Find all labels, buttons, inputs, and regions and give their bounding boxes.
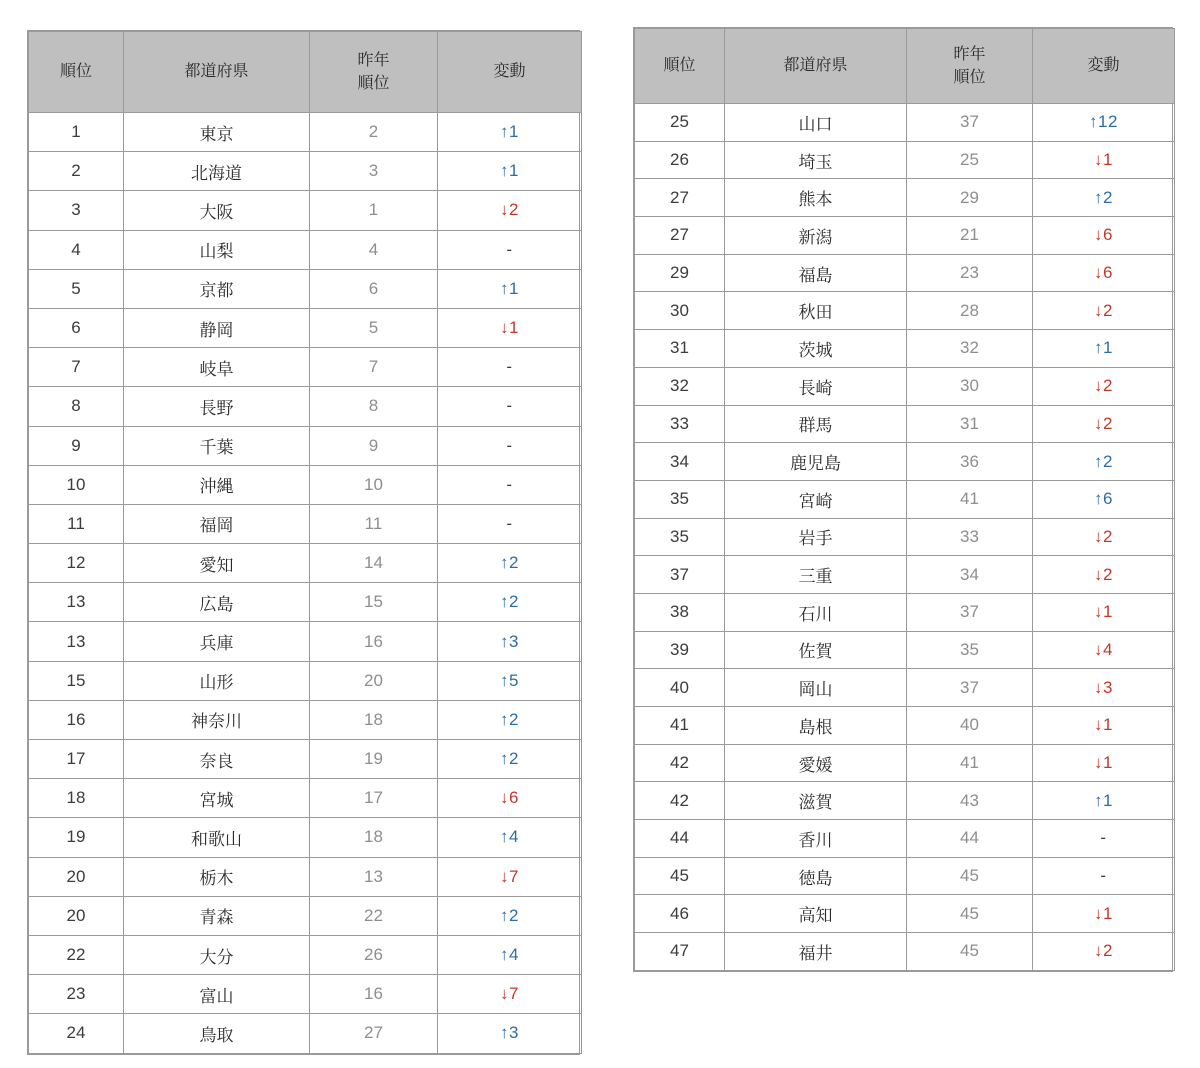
cell-prefecture: 北海道 bbox=[124, 152, 310, 191]
table-row bbox=[635, 443, 1175, 481]
cell-prefecture: 大分 bbox=[124, 935, 310, 974]
cell-change: - bbox=[438, 230, 582, 269]
cell-change: ↓6 bbox=[1033, 254, 1175, 292]
column-header-prefecture: 都道府県 bbox=[124, 32, 310, 113]
cell-rank: 46 bbox=[635, 895, 725, 933]
cell-last-year-rank: 33 bbox=[907, 518, 1033, 556]
cell-change: - bbox=[438, 426, 582, 465]
table-row bbox=[29, 387, 582, 426]
cell-last-year-rank: 10 bbox=[310, 465, 438, 504]
cell-last-year-rank: 21 bbox=[907, 217, 1033, 255]
cell-change: - bbox=[1033, 857, 1175, 895]
cell-change: - bbox=[438, 387, 582, 426]
table-row bbox=[635, 857, 1175, 895]
cell-change: ↑1 bbox=[438, 152, 582, 191]
cell-change: ↓1 bbox=[1033, 141, 1175, 179]
cell-last-year-rank: 45 bbox=[907, 857, 1033, 895]
cell-last-year-rank: 3 bbox=[310, 152, 438, 191]
cell-last-year-rank: 18 bbox=[310, 700, 438, 739]
cell-rank: 27 bbox=[635, 179, 725, 217]
column-header-last-year-rank bbox=[907, 29, 1033, 104]
cell-rank: 20 bbox=[29, 857, 124, 896]
cell-last-year-rank: 13 bbox=[310, 857, 438, 896]
cell-last-year-rank: 43 bbox=[907, 782, 1033, 820]
cell-prefecture: 岡山 bbox=[725, 669, 907, 707]
table-row bbox=[29, 700, 582, 739]
cell-prefecture: 富山 bbox=[124, 975, 310, 1014]
cell-last-year-rank: 23 bbox=[907, 254, 1033, 292]
column-header-rank: 順位 bbox=[635, 29, 725, 104]
column-header-change: 変動 bbox=[1033, 29, 1175, 104]
cell-rank: 23 bbox=[29, 975, 124, 1014]
cell-last-year-rank: 28 bbox=[907, 292, 1033, 330]
header-last-year-line1: 昨年 bbox=[953, 45, 986, 63]
cell-change: ↓2 bbox=[1033, 933, 1175, 971]
cell-change: ↑2 bbox=[438, 544, 582, 583]
cell-change: ↓3 bbox=[1033, 669, 1175, 707]
table-row bbox=[29, 1014, 582, 1053]
cell-rank: 29 bbox=[635, 254, 725, 292]
cell-prefecture: 佐賀 bbox=[725, 631, 907, 669]
cell-change: ↓2 bbox=[1033, 292, 1175, 330]
cell-rank: 20 bbox=[29, 896, 124, 935]
cell-last-year-rank: 4 bbox=[310, 230, 438, 269]
cell-rank: 19 bbox=[29, 818, 124, 857]
cell-prefecture: 青森 bbox=[124, 896, 310, 935]
cell-last-year-rank: 31 bbox=[907, 405, 1033, 443]
cell-prefecture: 山梨 bbox=[124, 230, 310, 269]
cell-prefecture: 宮城 bbox=[124, 779, 310, 818]
cell-change: ↓1 bbox=[1033, 744, 1175, 782]
cell-prefecture: 兵庫 bbox=[124, 622, 310, 661]
cell-rank: 26 bbox=[635, 141, 725, 179]
cell-rank: 2 bbox=[29, 152, 124, 191]
table-row bbox=[635, 669, 1175, 707]
header-last-year-line2: 順位 bbox=[953, 69, 986, 86]
table-row bbox=[29, 935, 582, 974]
column-header-last-year-rank bbox=[310, 32, 438, 113]
cell-prefecture: 大阪 bbox=[124, 191, 310, 230]
cell-change: ↑2 bbox=[438, 583, 582, 622]
cell-last-year-rank: 25 bbox=[907, 141, 1033, 179]
column-header-prefecture: 都道府県 bbox=[725, 29, 907, 104]
cell-prefecture: 鳥取 bbox=[124, 1014, 310, 1053]
cell-prefecture: 岩手 bbox=[725, 518, 907, 556]
rank-table bbox=[28, 31, 582, 1054]
cell-last-year-rank: 34 bbox=[907, 556, 1033, 594]
cell-prefecture: 鹿児島 bbox=[725, 443, 907, 481]
cell-change: ↑6 bbox=[1033, 480, 1175, 518]
table-row bbox=[635, 292, 1175, 330]
cell-prefecture: 山口 bbox=[725, 104, 907, 142]
table-row bbox=[29, 818, 582, 857]
cell-last-year-rank: 44 bbox=[907, 820, 1033, 858]
table-row bbox=[635, 820, 1175, 858]
cell-rank: 16 bbox=[29, 700, 124, 739]
cell-change: ↑1 bbox=[1033, 782, 1175, 820]
cell-last-year-rank: 41 bbox=[907, 480, 1033, 518]
table-row bbox=[29, 191, 582, 230]
table-row bbox=[635, 707, 1175, 745]
table-header bbox=[635, 29, 1175, 104]
cell-change: ↑1 bbox=[438, 269, 582, 308]
cell-prefecture: 高知 bbox=[725, 895, 907, 933]
table-row bbox=[29, 152, 582, 191]
table-row bbox=[635, 895, 1175, 933]
table-header bbox=[29, 32, 582, 113]
cell-change: ↑5 bbox=[438, 661, 582, 700]
cell-rank: 40 bbox=[635, 669, 725, 707]
cell-prefecture: 香川 bbox=[725, 820, 907, 858]
cell-last-year-rank: 35 bbox=[907, 631, 1033, 669]
cell-rank: 47 bbox=[635, 933, 725, 971]
table-body bbox=[635, 104, 1175, 971]
cell-last-year-rank: 26 bbox=[310, 935, 438, 974]
table-row bbox=[29, 465, 582, 504]
table-row bbox=[635, 631, 1175, 669]
table-row bbox=[29, 583, 582, 622]
table-row bbox=[29, 308, 582, 347]
cell-rank: 24 bbox=[29, 1014, 124, 1053]
cell-change: - bbox=[438, 504, 582, 543]
cell-rank: 1 bbox=[29, 113, 124, 152]
cell-rank: 44 bbox=[635, 820, 725, 858]
cell-rank: 35 bbox=[635, 518, 725, 556]
table-row bbox=[635, 217, 1175, 255]
cell-change: ↑4 bbox=[438, 818, 582, 857]
table-row bbox=[29, 544, 582, 583]
cell-rank: 27 bbox=[635, 217, 725, 255]
cell-prefecture: 茨城 bbox=[725, 330, 907, 368]
cell-prefecture: 東京 bbox=[124, 113, 310, 152]
cell-last-year-rank: 1 bbox=[310, 191, 438, 230]
cell-last-year-rank: 17 bbox=[310, 779, 438, 818]
cell-change: ↓2 bbox=[438, 191, 582, 230]
cell-rank: 4 bbox=[29, 230, 124, 269]
cell-last-year-rank: 16 bbox=[310, 622, 438, 661]
cell-prefecture: 奈良 bbox=[124, 740, 310, 779]
cell-change: ↓7 bbox=[438, 857, 582, 896]
cell-last-year-rank: 40 bbox=[907, 707, 1033, 745]
cell-change: ↑1 bbox=[438, 113, 582, 152]
cell-change: ↑2 bbox=[1033, 443, 1175, 481]
cell-last-year-rank: 9 bbox=[310, 426, 438, 465]
header-last-year-line2: 順位 bbox=[357, 75, 390, 92]
header-last-year-line1: 昨年 bbox=[357, 51, 390, 69]
table-row bbox=[29, 975, 582, 1014]
table-row bbox=[29, 113, 582, 152]
cell-change: ↓1 bbox=[1033, 593, 1175, 631]
table-row bbox=[29, 661, 582, 700]
cell-rank: 37 bbox=[635, 556, 725, 594]
cell-rank: 32 bbox=[635, 367, 725, 405]
table-row bbox=[635, 556, 1175, 594]
cell-prefecture: 長崎 bbox=[725, 367, 907, 405]
table-row bbox=[635, 104, 1175, 142]
table-row bbox=[635, 254, 1175, 292]
cell-last-year-rank: 41 bbox=[907, 744, 1033, 782]
cell-rank: 11 bbox=[29, 504, 124, 543]
cell-rank: 12 bbox=[29, 544, 124, 583]
cell-rank: 15 bbox=[29, 661, 124, 700]
cell-rank: 45 bbox=[635, 857, 725, 895]
cell-change: ↑2 bbox=[1033, 179, 1175, 217]
cell-rank: 25 bbox=[635, 104, 725, 142]
cell-rank: 33 bbox=[635, 405, 725, 443]
ranking-table-left bbox=[27, 30, 580, 1055]
table-row bbox=[635, 330, 1175, 368]
cell-last-year-rank: 8 bbox=[310, 387, 438, 426]
cell-prefecture: 栃木 bbox=[124, 857, 310, 896]
cell-rank: 9 bbox=[29, 426, 124, 465]
cell-last-year-rank: 7 bbox=[310, 348, 438, 387]
cell-change: ↓2 bbox=[1033, 405, 1175, 443]
cell-prefecture: 新潟 bbox=[725, 217, 907, 255]
cell-change: ↑2 bbox=[438, 700, 582, 739]
cell-last-year-rank: 29 bbox=[907, 179, 1033, 217]
cell-last-year-rank: 18 bbox=[310, 818, 438, 857]
table-row bbox=[29, 230, 582, 269]
cell-last-year-rank: 36 bbox=[907, 443, 1033, 481]
cell-last-year-rank: 22 bbox=[310, 896, 438, 935]
cell-prefecture: 和歌山 bbox=[124, 818, 310, 857]
cell-last-year-rank: 2 bbox=[310, 113, 438, 152]
table-body bbox=[29, 113, 582, 1054]
cell-last-year-rank: 15 bbox=[310, 583, 438, 622]
cell-change: ↑2 bbox=[438, 896, 582, 935]
cell-prefecture: 島根 bbox=[725, 707, 907, 745]
cell-last-year-rank: 45 bbox=[907, 933, 1033, 971]
cell-prefecture: 秋田 bbox=[725, 292, 907, 330]
cell-prefecture: 熊本 bbox=[725, 179, 907, 217]
cell-rank: 13 bbox=[29, 583, 124, 622]
cell-prefecture: 長野 bbox=[124, 387, 310, 426]
cell-rank: 5 bbox=[29, 269, 124, 308]
cell-change: ↓1 bbox=[438, 308, 582, 347]
cell-change: ↓4 bbox=[1033, 631, 1175, 669]
cell-prefecture: 神奈川 bbox=[124, 700, 310, 739]
cell-change: ↓2 bbox=[1033, 367, 1175, 405]
cell-prefecture: 滋賀 bbox=[725, 782, 907, 820]
cell-prefecture: 三重 bbox=[725, 556, 907, 594]
column-header-change: 変動 bbox=[438, 32, 582, 113]
table-row bbox=[635, 593, 1175, 631]
cell-rank: 8 bbox=[29, 387, 124, 426]
cell-prefecture: 静岡 bbox=[124, 308, 310, 347]
header-row bbox=[29, 32, 582, 113]
cell-prefecture: 石川 bbox=[725, 593, 907, 631]
cell-prefecture: 広島 bbox=[124, 583, 310, 622]
table-row bbox=[29, 269, 582, 308]
cell-change: ↓2 bbox=[1033, 518, 1175, 556]
table-row bbox=[635, 141, 1175, 179]
cell-change: - bbox=[1033, 820, 1175, 858]
table-row bbox=[635, 744, 1175, 782]
cell-last-year-rank: 30 bbox=[907, 367, 1033, 405]
cell-prefecture: 千葉 bbox=[124, 426, 310, 465]
cell-rank: 38 bbox=[635, 593, 725, 631]
cell-prefecture: 群馬 bbox=[725, 405, 907, 443]
cell-prefecture: 愛知 bbox=[124, 544, 310, 583]
cell-rank: 3 bbox=[29, 191, 124, 230]
cell-rank: 13 bbox=[29, 622, 124, 661]
cell-prefecture: 福井 bbox=[725, 933, 907, 971]
table-row bbox=[29, 896, 582, 935]
cell-change: ↑3 bbox=[438, 622, 582, 661]
cell-last-year-rank: 37 bbox=[907, 104, 1033, 142]
table-row bbox=[635, 367, 1175, 405]
table-row bbox=[29, 426, 582, 465]
cell-prefecture: 埼玉 bbox=[725, 141, 907, 179]
cell-last-year-rank: 14 bbox=[310, 544, 438, 583]
cell-rank: 6 bbox=[29, 308, 124, 347]
cell-change: ↓7 bbox=[438, 975, 582, 1014]
cell-change: ↑12 bbox=[1033, 104, 1175, 142]
cell-change: ↑2 bbox=[438, 740, 582, 779]
cell-last-year-rank: 11 bbox=[310, 504, 438, 543]
cell-last-year-rank: 37 bbox=[907, 593, 1033, 631]
cell-rank: 42 bbox=[635, 744, 725, 782]
cell-rank: 18 bbox=[29, 779, 124, 818]
cell-change: - bbox=[438, 465, 582, 504]
cell-change: ↑3 bbox=[438, 1014, 582, 1053]
cell-rank: 30 bbox=[635, 292, 725, 330]
cell-prefecture: 宮崎 bbox=[725, 480, 907, 518]
cell-rank: 39 bbox=[635, 631, 725, 669]
table-row bbox=[635, 782, 1175, 820]
table-row bbox=[635, 933, 1175, 971]
cell-last-year-rank: 27 bbox=[310, 1014, 438, 1053]
cell-prefecture: 山形 bbox=[124, 661, 310, 700]
cell-prefecture: 愛媛 bbox=[725, 744, 907, 782]
table-row bbox=[635, 518, 1175, 556]
cell-change: - bbox=[438, 348, 582, 387]
table-row bbox=[29, 504, 582, 543]
cell-last-year-rank: 5 bbox=[310, 308, 438, 347]
cell-rank: 34 bbox=[635, 443, 725, 481]
cell-prefecture: 沖縄 bbox=[124, 465, 310, 504]
cell-change: ↑4 bbox=[438, 935, 582, 974]
table-row bbox=[29, 348, 582, 387]
table-row bbox=[29, 857, 582, 896]
cell-rank: 17 bbox=[29, 740, 124, 779]
cell-change: ↓6 bbox=[1033, 217, 1175, 255]
cell-rank: 7 bbox=[29, 348, 124, 387]
table-row bbox=[29, 622, 582, 661]
cell-change: ↓1 bbox=[1033, 895, 1175, 933]
table-row bbox=[635, 405, 1175, 443]
column-header-rank: 順位 bbox=[29, 32, 124, 113]
cell-change: ↓1 bbox=[1033, 707, 1175, 745]
cell-prefecture: 福島 bbox=[725, 254, 907, 292]
cell-last-year-rank: 37 bbox=[907, 669, 1033, 707]
cell-rank: 31 bbox=[635, 330, 725, 368]
cell-prefecture: 徳島 bbox=[725, 857, 907, 895]
cell-prefecture: 岐阜 bbox=[124, 348, 310, 387]
cell-rank: 10 bbox=[29, 465, 124, 504]
table-row bbox=[635, 179, 1175, 217]
cell-rank: 22 bbox=[29, 935, 124, 974]
header-row bbox=[635, 29, 1175, 104]
cell-change: ↑1 bbox=[1033, 330, 1175, 368]
cell-last-year-rank: 45 bbox=[907, 895, 1033, 933]
table-row bbox=[29, 740, 582, 779]
rank-table bbox=[634, 28, 1175, 971]
cell-prefecture: 福岡 bbox=[124, 504, 310, 543]
cell-last-year-rank: 20 bbox=[310, 661, 438, 700]
cell-rank: 35 bbox=[635, 480, 725, 518]
ranking-table-right bbox=[633, 27, 1173, 972]
cell-last-year-rank: 6 bbox=[310, 269, 438, 308]
cell-last-year-rank: 19 bbox=[310, 740, 438, 779]
cell-last-year-rank: 32 bbox=[907, 330, 1033, 368]
cell-prefecture: 京都 bbox=[124, 269, 310, 308]
cell-last-year-rank: 16 bbox=[310, 975, 438, 1014]
cell-rank: 42 bbox=[635, 782, 725, 820]
table-row bbox=[29, 779, 582, 818]
cell-rank: 41 bbox=[635, 707, 725, 745]
cell-change: ↓6 bbox=[438, 779, 582, 818]
cell-change: ↓2 bbox=[1033, 556, 1175, 594]
table-row bbox=[635, 480, 1175, 518]
